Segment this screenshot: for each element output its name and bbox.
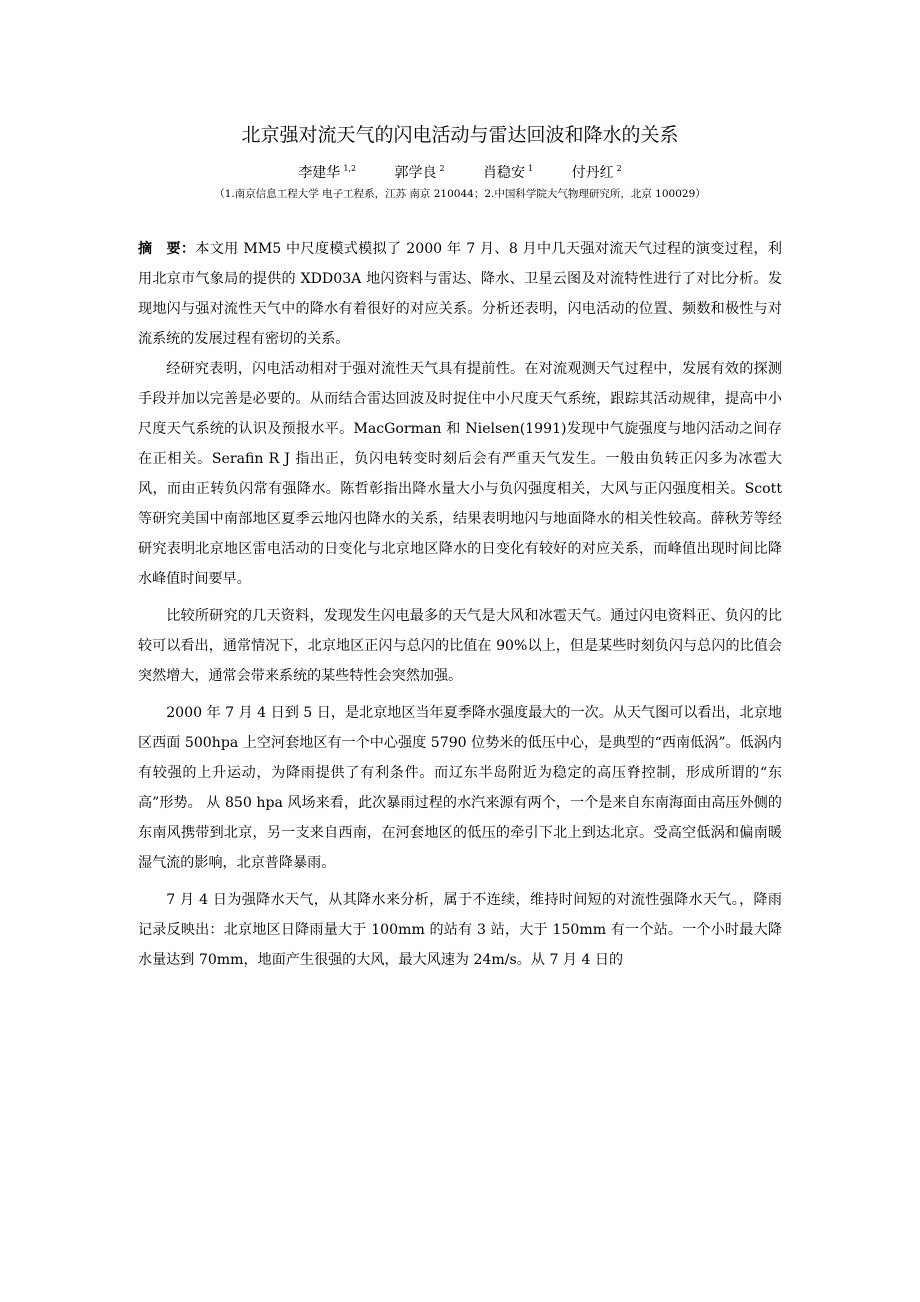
abstract-text: 本文用 MM5 中尺度模式模拟了 2000 年 7 月、8 月中几天强对流天气过程的演变过程，利用北京市气象局的提供的 XDD03A 地闪资料与雷达、降水、卫星云图及对流特性进行了对比分析。发现地闪与强对流性天气中的降水有着很好的对应关系。分析还表明，闪电活动的位置、频数和极性与对流系统的发展过程有密切的关系。	[138, 241, 782, 347]
author	[572, 159, 622, 183]
author-affiliation-mark: 2	[439, 164, 445, 173]
body-paragraph: 7 月 4 日为强降水天气，从其降水来分析，属于不连续，维持时间短的对流性强降水天气。，降雨记录反映出：北京地区日降雨量大于 100mm 的站有 3 站，大于 150mm 有一个站。一个小时最大降水量达到 70mm，地面产生很强的大风，最大风速为 24m/s。从 7 月 4 日的	[138, 892, 782, 968]
body-paragraph: 2000 年 7 月 4 日到 5 日，是北京地区当年夏季降水强度最大的一次。从天气图可以看出，北京地区西面 500hpa 上空河套地区有一个中心强度 5790 位势米的低压中心，是典型的“西南低涡”。低涡内有较强的上升运动，为降雨提供了有利条件。而辽东半岛附近为稳定的高压脊控制，形成所谓的“东高”形势。 从 850 hpa 风场来看，此次暴雨过程的水汽来源有两个，一个是来自东南海面由高压外侧的东南风携带到北京，另一支来自西南，在河套地区的低压的牵引下北上到达北京。受高空低涡和偏南暖湿气流的影响，北京普降暴雨。	[138, 705, 782, 871]
affiliation: （1.南京信息工程大学 电子工程系，江苏 南京 210044；2.中国科学院大气物理研究所，北京 100029）	[214, 188, 706, 200]
abstract	[138, 234, 782, 354]
author-affiliation-mark: 1	[528, 164, 534, 173]
abstract-label: 摘 要：	[138, 241, 196, 257]
body-paragraph: 比较所研究的几天资料，发现发生闪电最多的天气是大风和冰雹天气。通过闪电资料正、负闪的比较可以看出，通常情况下，北京地区正闪与总闪的比值在 90%以上，但是某些时刻负闪与总闪的比值会突然增大，通常会带来系统的某些特性会突然加强。	[138, 608, 782, 684]
author	[483, 159, 533, 183]
paper-body	[138, 234, 782, 975]
author-name: 付丹红	[571, 165, 614, 181]
author-affiliation-mark: 1,2	[343, 164, 357, 173]
author-name: 肖稳安	[483, 165, 526, 181]
author	[298, 159, 356, 183]
paper-title: 北京强对流天气的闪电活动与雷达回波和降水的关系	[241, 124, 679, 146]
author-name: 李建华	[298, 165, 341, 181]
author-affiliation-mark: 2	[616, 164, 622, 173]
author	[395, 159, 445, 183]
author-list	[0, 159, 920, 183]
author-name: 郭学良	[394, 165, 437, 181]
body-paragraph: 经研究表明，闪电活动相对于强对流性天气具有提前性。在对流观测天气过程中，发展有效的探测手段并加以完善是必要的。从而结合雷达回波及时捉住中小尺度天气系统，跟踪其活动规律，提高中小尺度天气系统的认识及预报水平。MacGorman 和 Nielsen(1991)发现中气旋强度与地闪活动之间存在正相关。Serafin R J 指出正，负闪电转变时刻后会有严重天气发生。一般由负转正闪多为冰雹大风，而由正转负闪常有强降水。陈哲彰指出降水量大小与负闪强度相关，大风与正闪强度相关。Scott 等研究美国中南部地区夏季云地闪也降水的关系，结果表明地闪与地面降水的相关性较高。薛秋芳等经研究表明北京地区雷电活动的日变化与北京地区降水的日变化有较好的对应关系，而峰值出现时间比降水峰值时间要早。	[138, 361, 782, 587]
